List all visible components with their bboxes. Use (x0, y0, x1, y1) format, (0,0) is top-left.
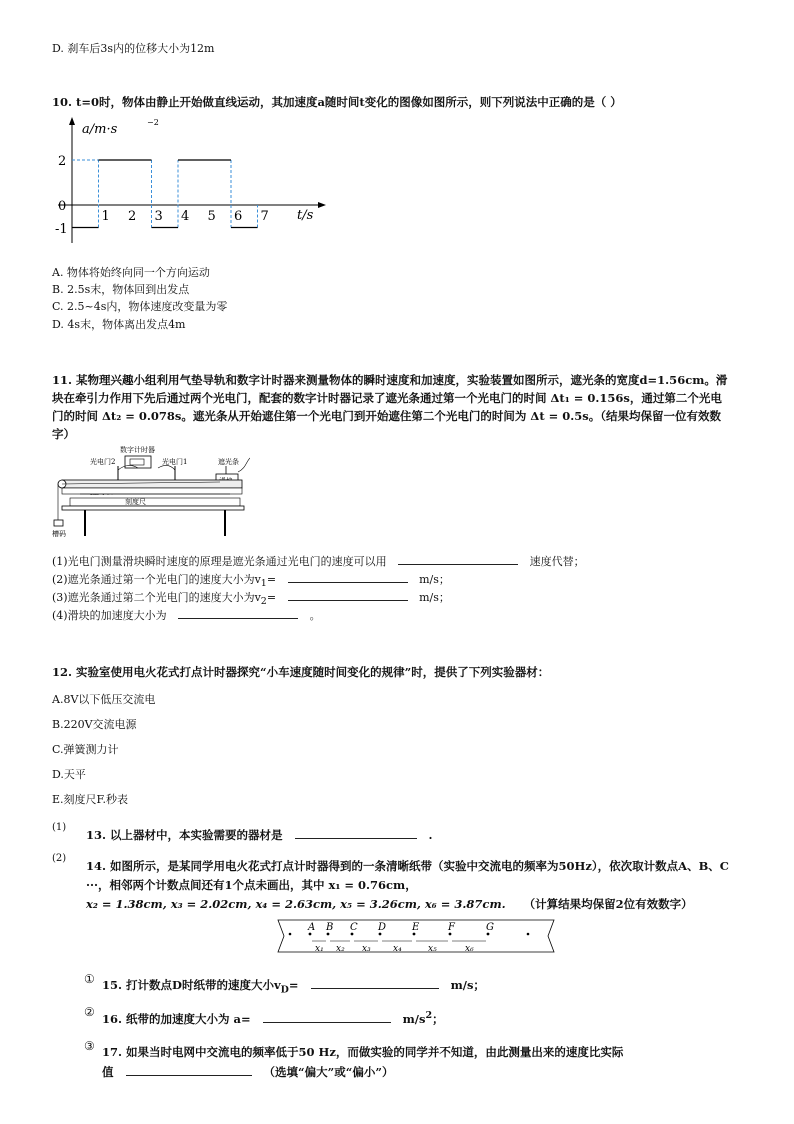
q11-answer-2-blank[interactable] (288, 570, 408, 583)
circle-3-marker: ③ (84, 1039, 95, 1053)
q17-line-1: 17. 如果当时电网中交流电的频率低于50 Hz，而做实验的同学并不知道，由此测量出来的速度比实际 (102, 1045, 624, 1059)
q12-item-b: B.220V交流电源 (52, 718, 137, 731)
q9-option-d: D. 刹车后3s内的位移大小为12m (52, 42, 215, 55)
ruler-label: 刻度尺 (125, 498, 146, 506)
air-track (62, 480, 242, 488)
tape-point-G (487, 933, 490, 936)
dashed-guides (72, 160, 258, 228)
x-tick-3: 3 (154, 209, 163, 224)
circle-2-marker: ② (84, 1005, 95, 1019)
x-axis-arrow (318, 202, 326, 208)
q16-line: 16. 纸带的加速度大小为 $a= m/s^2$； (102, 1010, 444, 1026)
tape-point-label-F: F (448, 922, 455, 933)
q12-stem: 12. 实验室使用电火花式打点计时器探究“小车速度随时间变化的规律”时，提供了下列实验器材： (52, 665, 550, 679)
tape-point-label-A: A (308, 922, 316, 933)
x-tick-7: 7 (260, 209, 269, 224)
q17-answer-blank[interactable] (126, 1063, 252, 1076)
q12-item-ef: E.刻度尺F.秒表 (52, 793, 128, 806)
y-tick-2: 2 (58, 154, 67, 169)
q11-answer-3-blank[interactable] (288, 588, 408, 601)
x-tick-labels (102, 209, 269, 224)
q10-stem: 10. t=0时，物体由静止开始做直线运动，其加速度a随时间t变化的图像如图所示，则下列说法中正确的是（ ） (52, 95, 622, 109)
x-tick-6: 6 (234, 209, 243, 224)
tape-span-label-1: x₁ (315, 944, 324, 954)
part-1-marker: (1) (52, 822, 67, 833)
q11-answer-4-blank[interactable] (178, 606, 298, 619)
shade-label: 遮光条 (218, 458, 239, 466)
x-axis-label: t/s (297, 208, 314, 223)
q10-option-c: C. 2.5~4s内，物体速度改变量为零 (52, 300, 228, 313)
digital-timer (125, 456, 151, 468)
q17-line-2: 值 （选填“偏大”或“偏小”） (102, 1065, 394, 1079)
q14-line-3: x₂ = 1.38cm, x₃ = 2.02cm, x₄ = 2.63cm, x₅ = 3.26cm, x₆ = 3.87cm. （计算结果均保留2位有效数字） (86, 897, 693, 911)
tape-point-F (449, 933, 452, 936)
tape-point-E (413, 933, 416, 936)
q10-acceleration-graph (50, 115, 330, 250)
q11-stem-line-4: 字） (52, 427, 75, 441)
tape-point-label-C: C (350, 922, 358, 933)
q10-option-a: A. 物体将始终向同一个方向运动 (52, 266, 210, 279)
x-tick-1: 1 (101, 209, 110, 224)
air-track-apparatus-figure (50, 442, 250, 542)
tape-span-label-6: x₆ (465, 944, 474, 954)
tape-point-label-B: B (326, 922, 334, 933)
gate1-label: 光电门1 (162, 458, 188, 466)
table-top (62, 506, 244, 510)
tape-point-label-D: D (378, 922, 387, 933)
q13-line: 13. 以上器材中，本实验需要的器材是 . (86, 828, 433, 842)
q12-item-c: C.弹簧测力计 (52, 743, 119, 756)
q10-option-d: D. 4s末，物体离出发点4m (52, 318, 186, 331)
y-axis-label-exp: −2 (147, 118, 159, 127)
timer-label: 数字计时器 (120, 446, 155, 454)
q12-item-a: A.8V以下低压交流电 (52, 693, 156, 706)
q11-sub-2: (2)遮光条通过第一个光电门的速度大小为$v_1= m/s$； (52, 570, 450, 589)
q15-line: 15. 打计数点D时纸带的速度大小$v_D= m/s$； (102, 978, 485, 996)
tape-span-label-3: x₃ (362, 944, 371, 954)
acceleration-series (72, 160, 258, 228)
q11-sub-1: (1)光电门测量滑块瞬时速度的原理是遮光条通过光电门的速度可以用 速度代替； (52, 552, 585, 569)
hanging-weight (54, 520, 63, 526)
q11-sub-3: (3)遮光条通过第二个光电门的速度大小为$v_2= m/s$； (52, 588, 450, 607)
q12-item-d: D.天平 (52, 768, 86, 781)
y-tick-0: 0 (58, 199, 67, 214)
paper-tape-figure (270, 914, 560, 958)
x-tick-4: 4 (181, 209, 190, 224)
x-tick-5: 5 (207, 209, 216, 224)
q11-stem-line-1: 11. 某物理兴趣小组利用气垫导轨和数字计时器来测量物体的瞬时速度和加速度，实验装置如图所示，遮光条的宽度d=1.56cm。滑 (52, 373, 728, 387)
q13-answer-blank[interactable] (295, 826, 417, 839)
q11-stem-line-3: 门的时间 Δt₂ = 0.078s。遮光条从开始遮住第一个光电门到开始遮住第二个光电门的时间为 Δt = 0.5s。（结果均保留一位有效数 (52, 409, 722, 423)
tape-point-A (309, 933, 312, 936)
tape-point-B (327, 933, 330, 936)
q14-line-2: ···，相邻两个计数点间还有1个点未画出，其中 x₁ = 0.76cm， (86, 878, 417, 892)
tape-point-label-G: G (486, 922, 494, 933)
tape-point-D (379, 933, 382, 936)
q11-stem-line-2: 块在牵引力作用下先后通过两个光电门，配套的数字计时器记录了遮光条通过第一个光电门的时间 Δt₁ = 0.156s，通过第二个光电 (52, 391, 722, 405)
q15-answer-blank[interactable] (311, 976, 439, 989)
y-axis-arrow (69, 117, 75, 125)
q11-sub-4: (4)滑块的加速度大小为 。 (52, 606, 321, 623)
x-tick-2: 2 (128, 209, 137, 224)
tape-span-label-2: x₂ (336, 944, 345, 954)
q10-option-b: B. 2.5s末，物体回到出发点 (52, 283, 190, 296)
q11-answer-1-blank[interactable] (398, 552, 518, 565)
tape-point-label-E: E (412, 922, 420, 933)
tape-point-C (351, 933, 354, 936)
circle-1-marker: ① (84, 972, 95, 986)
weight-label: 槽码 (52, 530, 66, 538)
q16-answer-blank[interactable] (263, 1010, 391, 1023)
gate2-label: 光电门2 (90, 458, 116, 466)
part-2-marker: (2) (52, 853, 67, 864)
tape-span-label-4: x₄ (393, 944, 402, 954)
ruler (70, 498, 240, 506)
y-axis-label: a/m·s (82, 122, 118, 137)
q14-line-1: 14. 如图所示，是某同学用电火花式打点计时器得到的一条清晰纸带（实验中交流电的频率为50Hz），依次取计数点A、B、C (86, 859, 729, 873)
tape-span-label-5: x₅ (428, 944, 437, 954)
y-tick-neg1: -1 (55, 222, 68, 237)
